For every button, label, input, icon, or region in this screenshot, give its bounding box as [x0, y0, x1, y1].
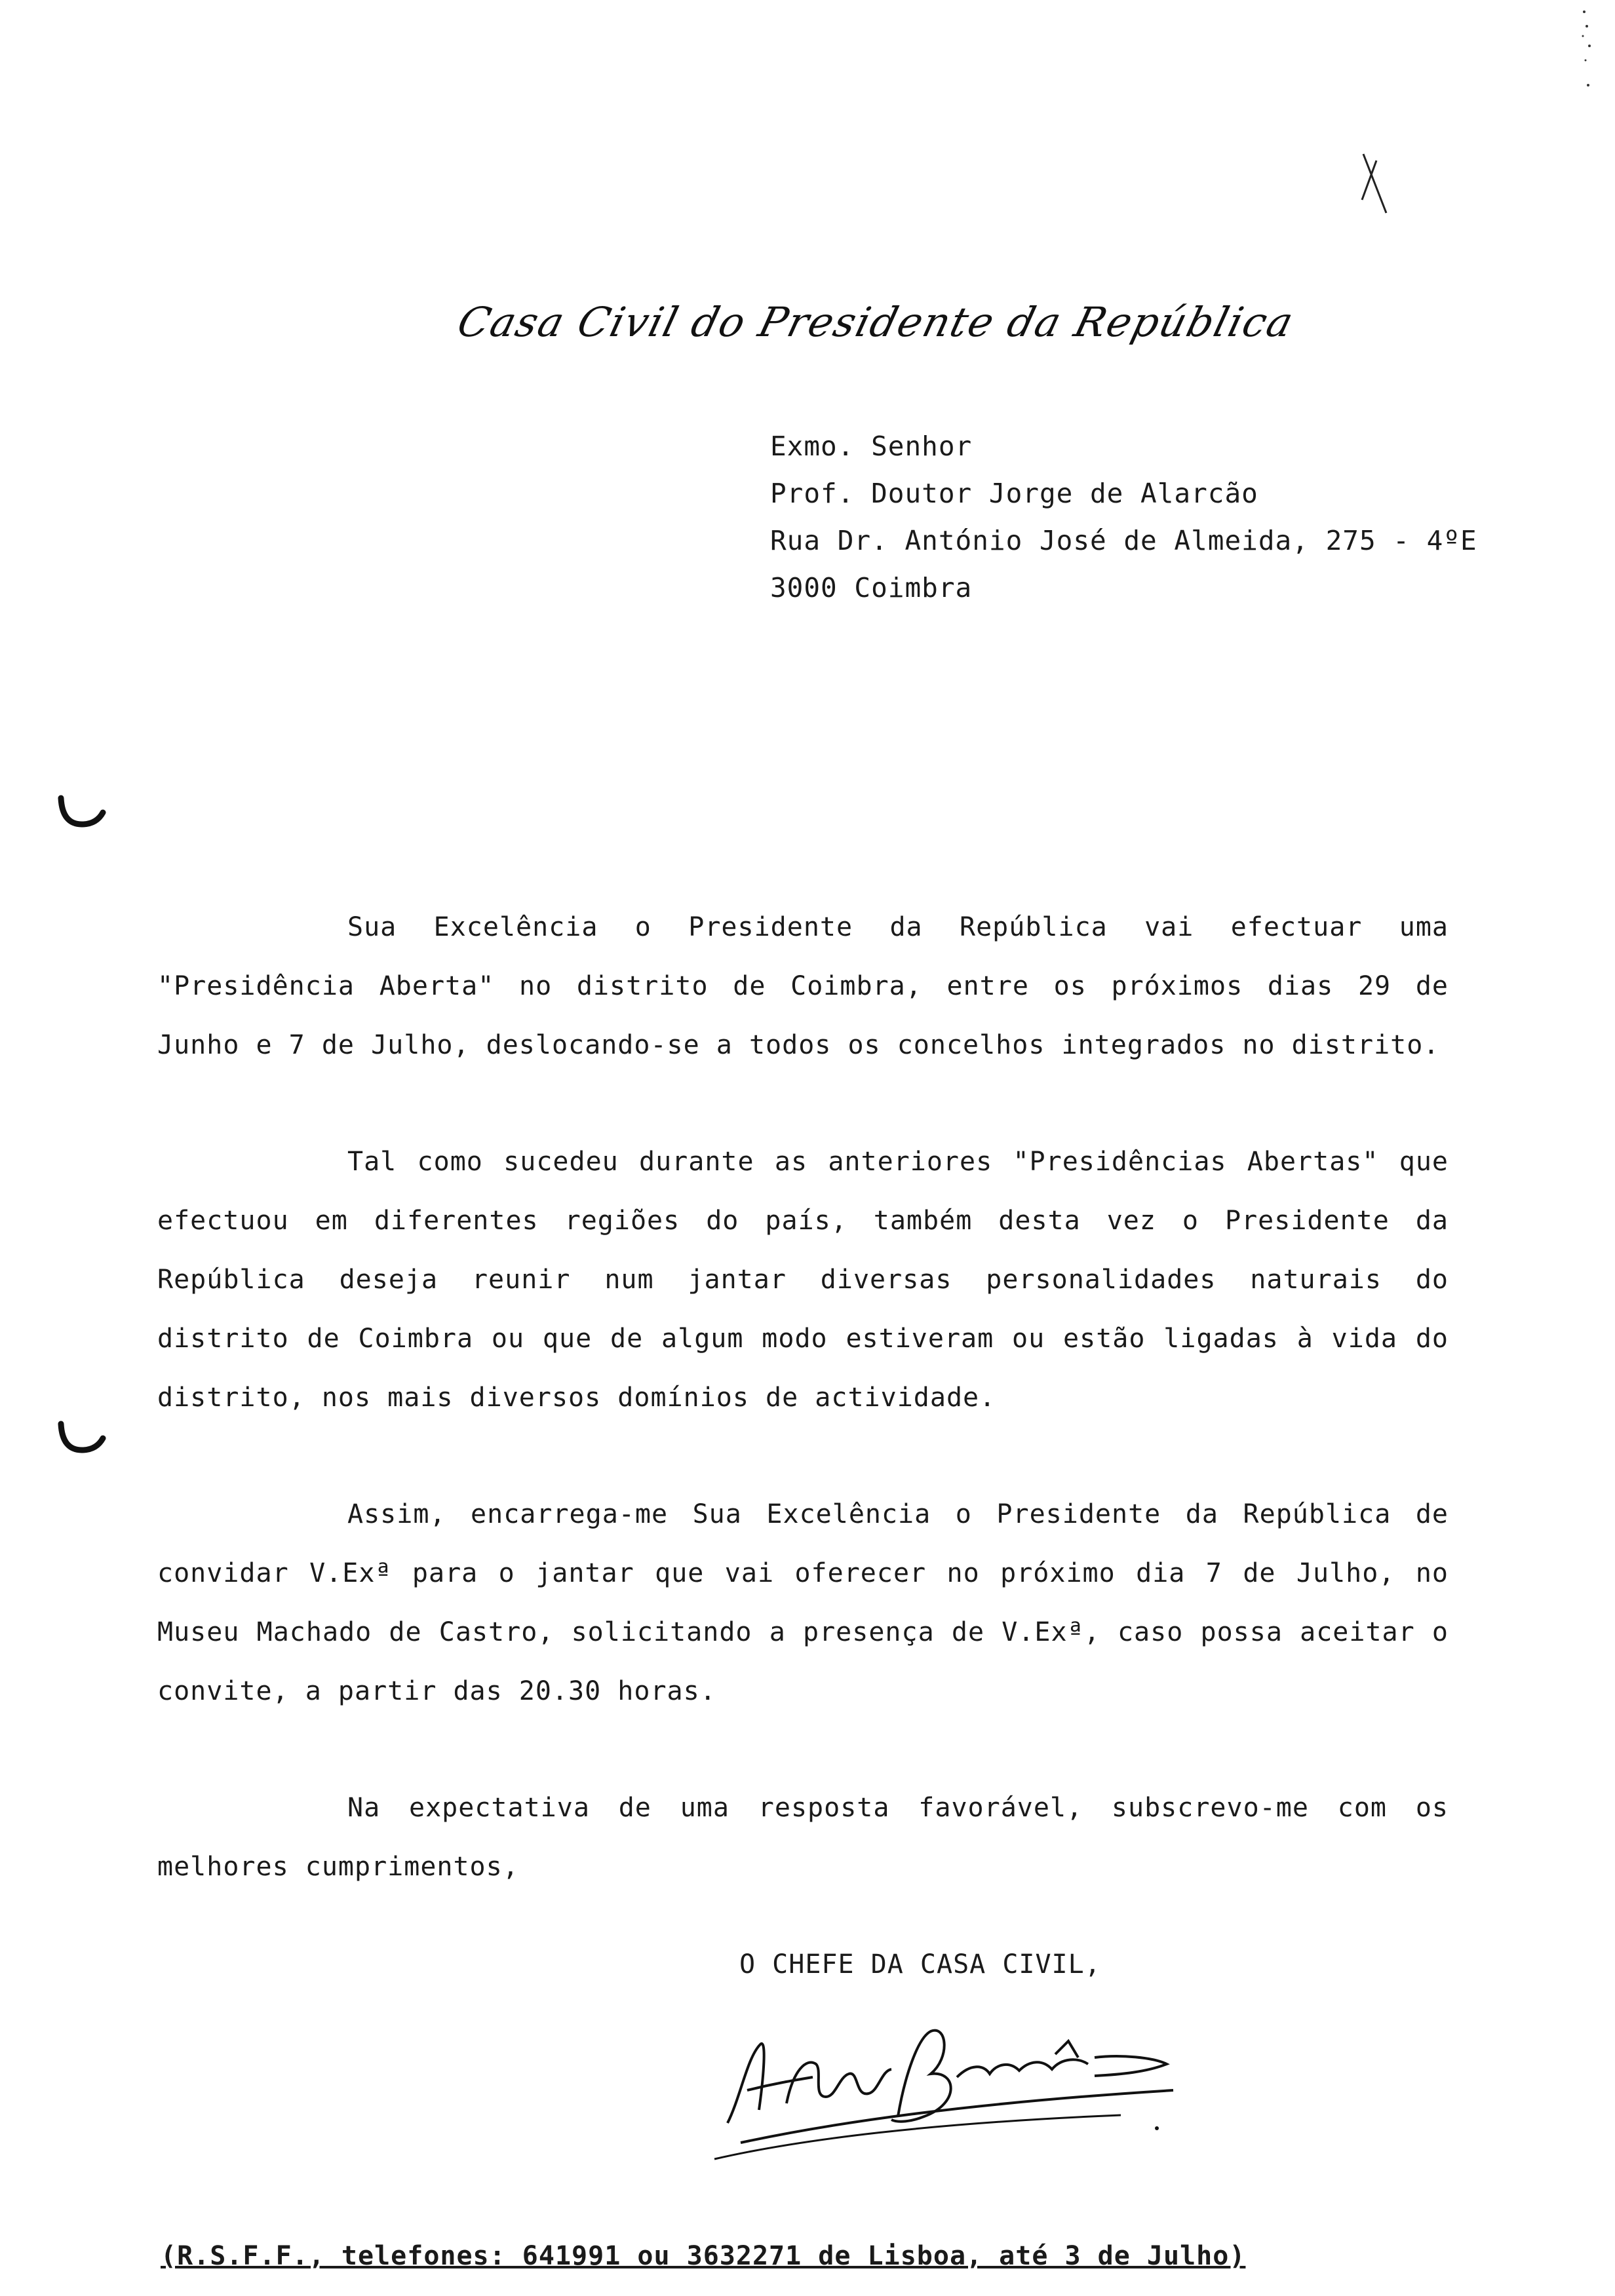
recipient-address [770, 423, 1477, 611]
body-paragraph: Sua Excelência o Presidente da República vai efectuar uma "Presidência Aberta" no distrito de Coimbra, entre os próximos dias 29 de Junho e 7 de Julho, deslocando-se a todos os concelhos integrados no distrito. [157, 912, 1449, 1060]
body-paragraph: Tal como sucedeu durante as anteriores "Presidências Abertas" que efectuou em diferentes regiões do país, também desta vez o Presidente da República deseja reunir num jantar diversas personalidades naturais do distrito de Coimbra ou que de algum modo estiveram ou estão ligadas à vida do distrito, nos mais diversos domínios de actividade. [157, 1147, 1449, 1413]
closing-title: O CHEFE DA CASA CIVIL, [739, 1949, 1101, 1980]
recipient-city: 3000 Coimbra [770, 572, 973, 603]
recipient-street: Rua Dr. António José de Almeida, 275 - 4ºE [770, 525, 1477, 556]
recipient-salutation: Exmo. Senhor [770, 430, 973, 462]
footer-note: (R.S.F.F., telefones: 641991 ou 3632271 de Lisboa, até 3 de Julho) [161, 2241, 1246, 2271]
recipient-name: Prof. Doutor Jorge de Alarcão [770, 478, 1258, 509]
body-paragraph: Na expectativa de uma resposta favorável, subscrevo-me com os melhores cumprimentos, [157, 1793, 1449, 1882]
letter-body [157, 898, 1449, 1954]
handwritten-x-mark [1350, 147, 1403, 226]
letterhead: Casa Civil do Presidente da República [452, 298, 1300, 346]
scan-edge-marks [1576, 0, 1603, 98]
handwritten-signature [701, 2018, 1186, 2169]
body-paragraph: Assim, encarrega-me Sua Excelência o Presidente da República de convidar V.Exª para o jantar que vai oferecer no próximo dia 7 de Julho, no Museu Machado de Castro, solicitando a presença de V.Exª, caso possa aceitar o convite, a partir das 20.30 horas. [157, 1499, 1449, 1706]
binder-hole-mark [56, 1419, 108, 1458]
binder-hole-mark [56, 793, 108, 832]
